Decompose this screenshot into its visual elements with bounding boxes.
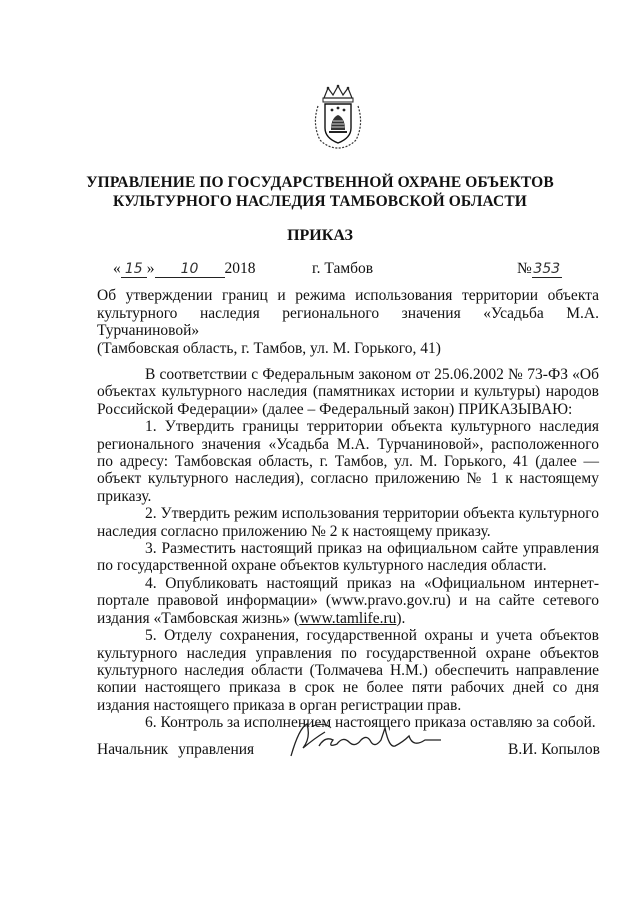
signatory-name: В.И. Копылов bbox=[508, 741, 600, 758]
order-item-4 bbox=[97, 575, 599, 627]
body-intro: В соответствии с Федеральным законом от 25.06.2002 № 73-ФЗ «Об объектах культурного наследия (памятниках истории и культуры) народов Российской Федерации» (далее – Федеральный закон) ПРИКАЗЫВАЮ: bbox=[97, 366, 599, 418]
order-city: г. Тамбов bbox=[312, 260, 374, 277]
document-type-title: ПРИКАЗ bbox=[287, 227, 353, 244]
order-item-3: 3. Разместить настоящий приказ на официальном сайте управления по государственной охране объектов культурного наследия области. bbox=[97, 540, 599, 575]
subject-line: Об утверждении границ и режима использования территории объекта bbox=[97, 287, 599, 304]
order-month: 10 bbox=[155, 262, 225, 278]
order-number bbox=[517, 260, 562, 278]
order-date bbox=[113, 260, 256, 278]
order-day: 15 bbox=[121, 262, 147, 278]
order-item-5: 5. Отделу сохранения, государственной охраны и учета объектов культурного наследия управления по государственной охране объектов культурного наследия области (Толмачева Н.М.) обеспечить направление копии настоящего приказа в срок не более пяти рабочих дней со дня издания настоящего приказа в орган регистрации прав. bbox=[97, 627, 599, 714]
date-open-quote: « bbox=[113, 260, 121, 277]
order-year: 2018 bbox=[224, 260, 256, 277]
order-item-2: 2. Утвердить режим использования территории объекта культурного наследия согласно приложению № 2 к настоящему приказу. bbox=[97, 505, 599, 540]
coat-of-arms-icon bbox=[310, 84, 366, 150]
subject-line: (Тамбовская область, г. Тамбов, ул. М. Горького, 41) bbox=[97, 339, 441, 357]
order-item-6: 6. Контроль за исполнением настоящего приказа оставляю за собой. bbox=[145, 714, 596, 732]
organization-name-line1: УПРАВЛЕНИЕ ПО ГОСУДАРСТВЕННОЙ ОХРАНЕ ОБЪЕКТОВ bbox=[86, 174, 554, 191]
signatory-position: Начальник управления bbox=[97, 741, 255, 758]
item4-text: 4. Опубликовать настоящий приказ на «Официальном интернет-портале правовой информации» (www.pravo.gov.ru) и на сайте сетевого издания «Тамбовская жизнь» ( bbox=[97, 574, 599, 627]
organization-name-line2: КУЛЬТУРНОГО НАСЛЕДИЯ ТАМБОВСКОЙ ОБЛАСТИ bbox=[113, 193, 527, 210]
order-item-1: 1. Утвердить границы территории объекта культурного наследия регионального значения «Усадьба М.А. Турчаниновой», расположенного по адресу: Тамбовская область, г. Тамбов, ул. М. Горького, 41 (далее — объект культурного наследия), согласно приложению № 1 к настоящему приказу. bbox=[97, 418, 599, 505]
order-number-value: 353 bbox=[533, 261, 561, 277]
number-sign: № bbox=[517, 260, 532, 277]
signature-icon bbox=[285, 718, 445, 760]
tamlife-link[interactable]: www.tamlife.ru bbox=[299, 609, 397, 627]
order-body bbox=[97, 366, 599, 732]
date-close-quote: » bbox=[146, 260, 155, 277]
subject-line: культурного наследия регионального значения «Усадьба М.А. Турчаниновой» bbox=[97, 304, 599, 339]
item4-end: ). bbox=[396, 609, 406, 627]
order-subject bbox=[97, 287, 599, 357]
